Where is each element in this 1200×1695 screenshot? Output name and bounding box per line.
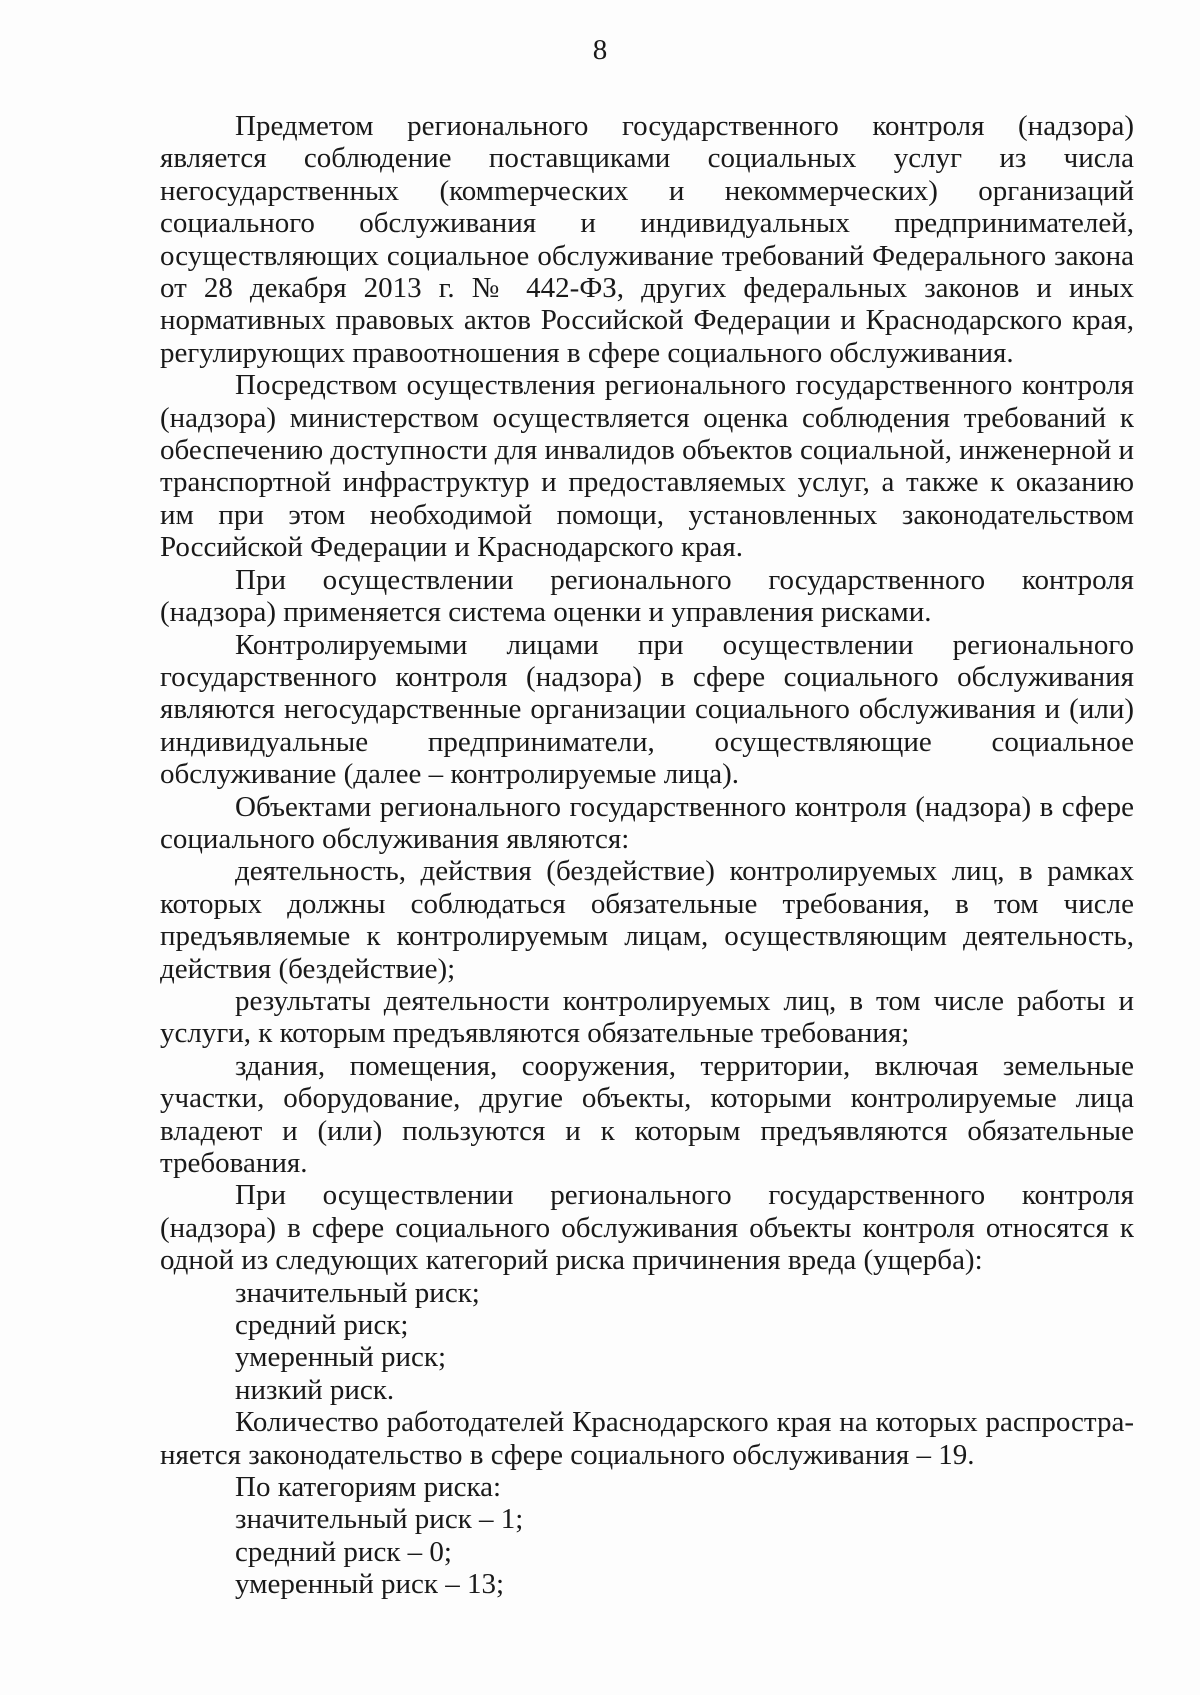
list-item-risk-medium: средний риск; [235,1309,409,1342]
list-item-count-significant: значительный риск – 1; [235,1503,524,1536]
page-number: 8 [592,34,608,66]
list-item-risk-moderate: умеренный риск; [235,1341,447,1374]
paragraph-objects-of-control: Объектами регионального государственного контроля (надзора) в сфере социального обслуживания являются: [160,790,1134,855]
paragraph-object-buildings: здания, помещения, сооружения, территории, включая земельные участки, оборудование, другие объекты, которыми контролируемые лица владеют и (или) пользуются и к которым предъявляются обязательные требования. [160,1049,1134,1179]
paragraph-risk-categories-intro: При осуществлении регионального государственного контроля (надзора) в сфере социального обслуживания объекты контроля относятся к одной из следующих категорий риска причинения вреда (ущерба): [160,1179,1134,1277]
list-item-risk-low: низкий риск. [235,1373,395,1406]
document-body [160,110,1134,1601]
list-item-count-medium: средний риск – 0; [235,1535,452,1568]
paragraph-controlled-persons: Контролируемыми лицами при осуществлении регионального государственного контроля (надзора) в сфере социального обслуживания являются негосударственные организации социального обслуживания и (или) индивидуальные предприниматели, осуществляющие социальное обслуживание (далее – контролируемые лица). [160,628,1134,791]
paragraph-risk-system: При осуществлении регионального государственного контроля (надзора) применяется система оценки и управления рисками. [160,563,1134,629]
list-item-risk-significant: значительный риск; [235,1276,480,1309]
paragraph-object-activity: деятельность, действия (бездействие) контролируемых лиц, в рамках которых должны соблюдаться обязательные требования, в том числе предъявляемые к контролируемым лицам, осуществляющим деятельность, действия (бездействие); [160,855,1134,985]
paragraph-accessibility-assessment: Посредством осуществления регионального государственного контроля (надзора) министерством осуществляется оценка соблюдения требований к обеспечению доступности для инвалидов объектов социальной, инженерной и транспортной инфраструктур и предоставляемых услуг, а также к оказанию им при этом необходимой помощи, установленных законодательством Российской Федерации и Краснодарского края. [160,369,1134,564]
paragraph-subject-of-control: Предметом регионального государственного контроля (надзора) является соблюдение поставщиками социальных услуг из числа негосударственных (комmерческих и некоммерческих) организаций социального обслуживания и индивидуальных предпринимателей, осуществляющих социальное обслуживание требований Федерального закона от 28 декабря 2013 г. № 442-ФЗ, других федеральных законов и иных нормативных правовых актов Российской Федерации и Краснодарского края, регулирующих правоотношения в сфере социального обслуживания. [160,110,1134,369]
paragraph-object-results: результаты деятельности контролируемых лиц, в том числе работы и услуги, к которым предъявляются обязательные требования; [160,984,1134,1050]
list-heading-by-risk: По категориям риска: [235,1471,502,1504]
list-item-count-moderate: умеренный риск – 13; [235,1568,505,1601]
paragraph-employer-count: Количество работодателей Краснодарского края на которых распространяется законодательство в сфере социального обслуживания – 19. [160,1406,1134,1471]
